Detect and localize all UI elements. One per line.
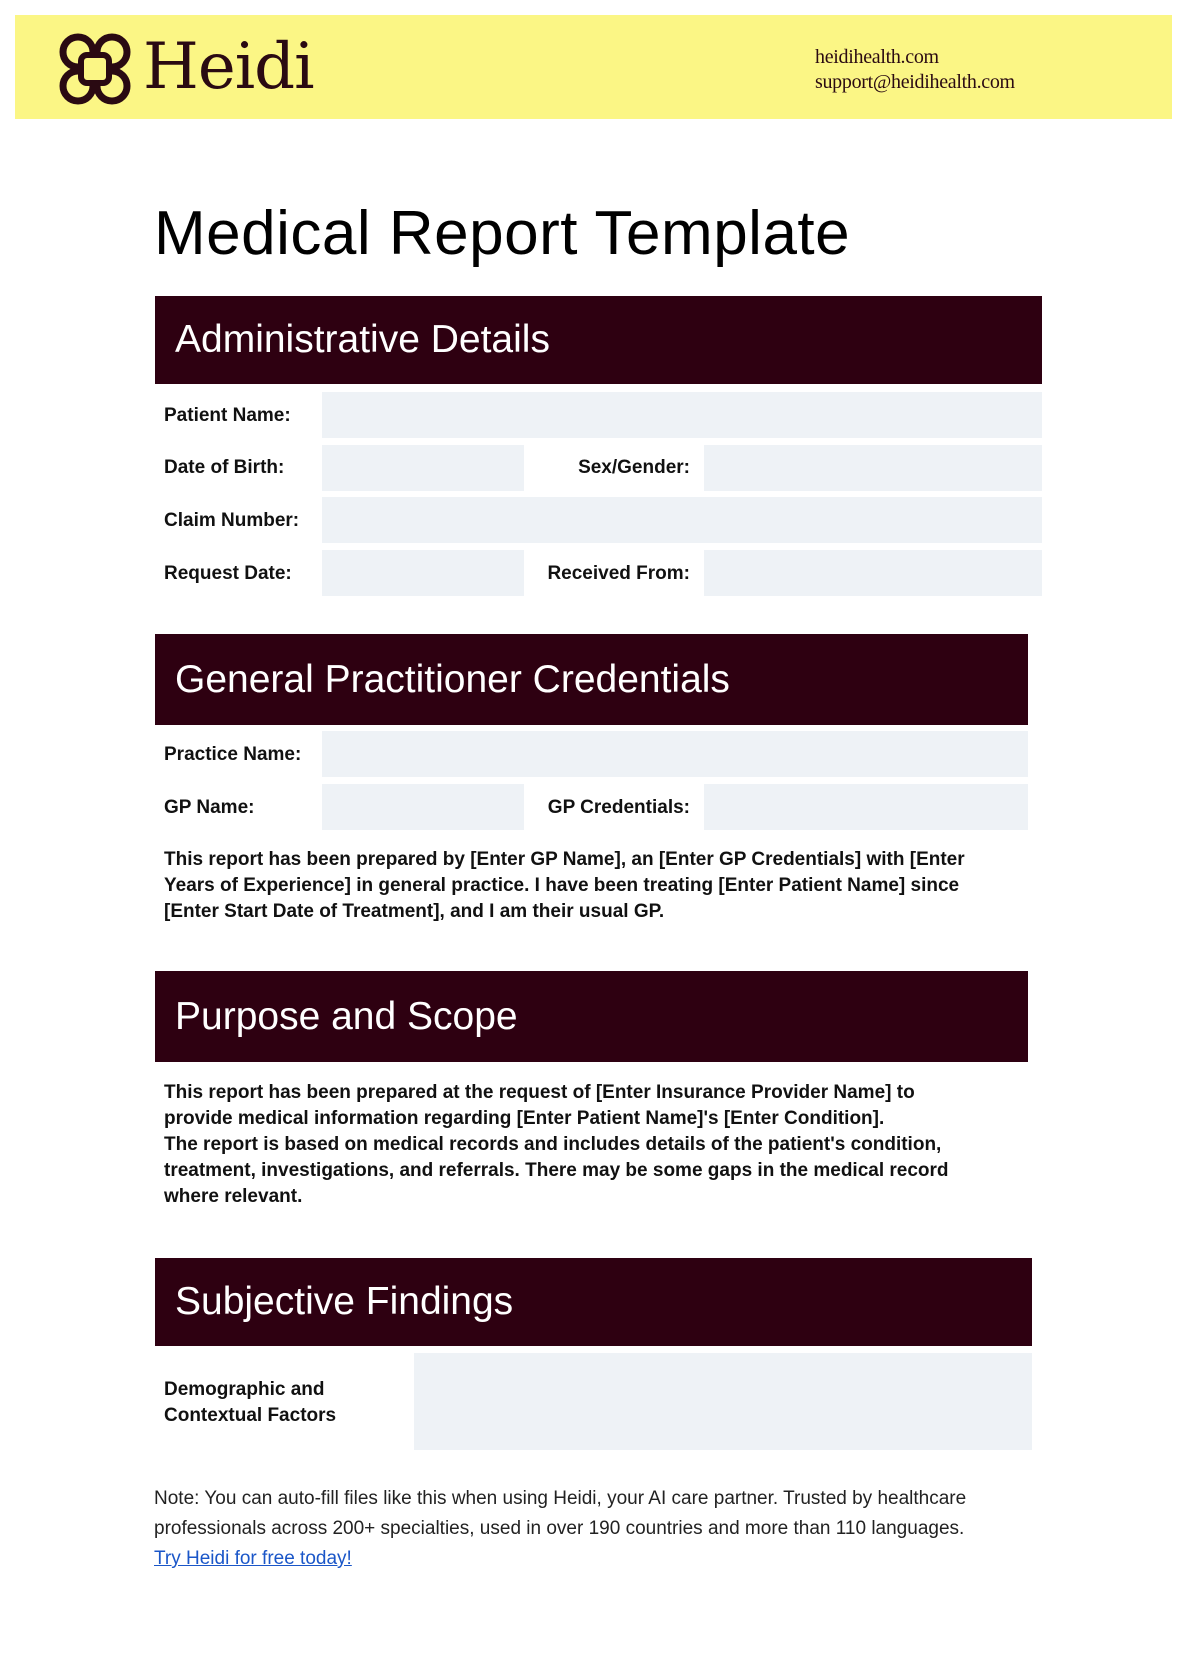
patient-name-field[interactable] xyxy=(322,392,1042,438)
sex-gender-label: Sex/Gender: xyxy=(578,457,690,478)
sex-gender-field[interactable] xyxy=(704,445,1042,491)
section-subjective-heading: Subjective Findings xyxy=(155,1258,1032,1346)
practice-name-label: Practice Name: xyxy=(164,744,302,765)
section-gp-heading: General Practitioner Credentials xyxy=(155,634,1028,725)
support-email[interactable]: support@heidihealth.com xyxy=(815,71,1015,93)
try-heidi-link[interactable]: Try Heidi for free today! xyxy=(154,1548,352,1569)
request-date-field[interactable] xyxy=(322,550,524,596)
brand-name: Heidi xyxy=(143,30,314,104)
claim-number-label: Claim Number: xyxy=(164,510,300,531)
page-title: Medical Report Template xyxy=(154,199,851,268)
header-banner xyxy=(15,15,1172,119)
practice-name-field[interactable] xyxy=(322,731,1028,777)
contact-info xyxy=(815,45,1175,95)
section-purpose-heading: Purpose and Scope xyxy=(155,971,1028,1062)
received-from-field[interactable] xyxy=(704,550,1042,596)
dob-field[interactable] xyxy=(322,445,524,491)
gp-credentials-field[interactable] xyxy=(704,784,1028,830)
gp-credentials-label: GP Credentials: xyxy=(547,797,690,818)
heidi-logo-icon xyxy=(55,29,135,109)
website-link[interactable]: heidihealth.com xyxy=(815,46,939,68)
dob-label: Date of Birth: xyxy=(164,457,285,478)
patient-name-label: Patient Name: xyxy=(164,405,291,426)
footer-note: Note: You can auto-fill files like this when using Heidi, your AI care partner. Trusted by healthcare professionals across 200+ specialties, used in over 190 countries and more than 110 languages. Try Heidi for free today! xyxy=(154,1488,967,1569)
received-from-label: Received From: xyxy=(547,563,690,584)
demographic-factors-field[interactable] xyxy=(414,1353,1032,1450)
demographic-factors-label: Demographic and Contextual Factors xyxy=(164,1379,337,1426)
gp-statement: This report has been prepared by [Enter GP Name], an [Enter GP Credentials] with [Enter Years of Experience] in general practice. I have been treating [Enter Patient Name] since [Enter Start Date of Treatment], and I am their usual GP. xyxy=(164,849,965,922)
purpose-statement: This report has been prepared at the request of [Enter Insurance Provider Name] to provide medical information regarding [Enter Patient Name]'s [Enter Condition]. The report is based on medical records and includes details of the patient's condition, treatment, investigations, and referrals. There may be some gaps in the medical record where relevant. xyxy=(164,1082,949,1207)
gp-name-field[interactable] xyxy=(322,784,524,830)
request-date-label: Request Date: xyxy=(164,563,292,584)
brand-logo[interactable] xyxy=(55,29,375,109)
section-admin-heading: Administrative Details xyxy=(155,296,1042,384)
claim-number-field[interactable] xyxy=(322,497,1042,543)
gp-name-label: GP Name: xyxy=(164,797,255,818)
